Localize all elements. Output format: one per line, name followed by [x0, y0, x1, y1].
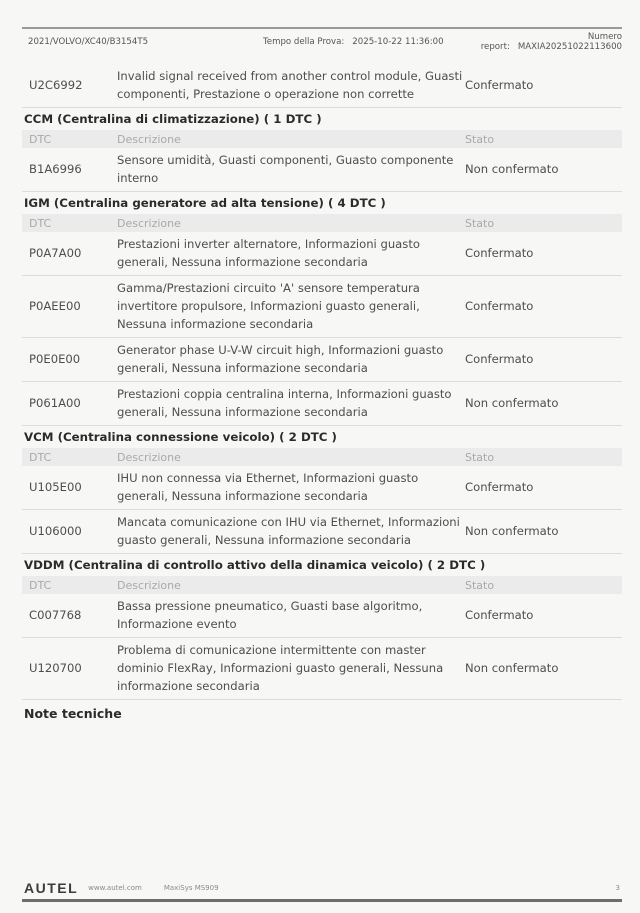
column-header-description: Descrizione: [117, 216, 181, 230]
dtc-description: Generator phase U-V-W circuit high, Informazioni guasto generali, Nessuna informazione secondaria: [117, 343, 444, 375]
column-header-description: Descrizione: [117, 132, 181, 146]
dtc-state: Confermato: [465, 246, 534, 260]
dtc-description: Sensore umidità, Guasti componenti, Guasto componente interno: [117, 153, 454, 185]
dtc-code: P0E0E00: [29, 352, 81, 366]
dtc-description: Prestazioni inverter alternatore, Informazioni guasto generali, Nessuna informazione secondaria: [117, 237, 420, 269]
report-header: [22, 27, 622, 55]
page-number: 3: [615, 884, 620, 892]
table-row: [22, 148, 622, 192]
dtc-code: P061A00: [29, 396, 81, 410]
section-title-vddm: VDDM (Centralina di controllo attivo della dinamica veicolo) ( 2 DTC ): [24, 558, 486, 572]
page-footer: [24, 878, 620, 898]
table-row: [22, 64, 622, 108]
dtc-state: Confermato: [465, 78, 534, 92]
section-title-ccm: CCM (Centralina di climatizzazione) ( 1 DTC ): [24, 112, 322, 126]
table-row: [22, 466, 622, 510]
column-header-description: Descrizione: [117, 578, 181, 592]
table-row: [22, 594, 622, 638]
table-header: [22, 130, 622, 148]
table-header: [22, 576, 622, 594]
dtc-code: U2C6992: [29, 78, 83, 92]
dtc-description: Problema di comunicazione intermittente con master dominio FlexRay, Informazioni guasto generali, Nessuna informazione secondaria: [117, 643, 444, 693]
dtc-code: U120700: [29, 661, 82, 675]
dtc-code: U106000: [29, 524, 82, 538]
dtc-description: Bassa pressione pneumatico, Guasti base algoritmo, Informazione evento: [117, 599, 423, 631]
autel-logo: AUTEL: [24, 880, 79, 896]
column-header-dtc: DTC: [29, 450, 52, 464]
dtc-state: Non confermato: [465, 524, 559, 538]
dtc-state: Confermato: [465, 608, 534, 622]
dtc-code: B1A6996: [29, 162, 82, 176]
footer-url: www.autel.com: [88, 884, 142, 892]
dtc-state: Confermato: [465, 299, 534, 313]
column-header-dtc: DTC: [29, 578, 52, 592]
column-header-state: Stato: [465, 578, 495, 592]
table-row: [22, 510, 622, 554]
dtc-description: Gamma/Prestazioni circuito 'A' sensore temperatura invertitore propulsore, Informazioni guasto generali, Nessuna informazione secondaria: [117, 281, 420, 331]
table-header: [22, 214, 622, 232]
footer-divider: [22, 899, 622, 902]
section-title-igm: IGM (Centralina generatore ad alta tensione) ( 4 DTC ): [24, 196, 386, 210]
test-time-label: Tempo della Prova:: [263, 37, 345, 47]
column-header-dtc: DTC: [29, 216, 52, 230]
test-time-value: 2025-10-22 11:36:00: [352, 37, 444, 47]
dtc-description: Invalid signal received from another control module, Guasti componenti, Prestazione o operazione non corrette: [117, 69, 463, 101]
vehicle-info: 2021/VOLVO/XC40/B3154T5: [28, 37, 149, 47]
dtc-code: U105E00: [29, 480, 82, 494]
footer-device: MaxiSys MS909: [163, 884, 219, 892]
dtc-state: Confermato: [465, 352, 534, 366]
dtc-state: Non confermato: [465, 661, 559, 675]
table-row: [22, 382, 622, 426]
table-row: [22, 638, 622, 700]
column-header-state: Stato: [465, 132, 495, 146]
dtc-state: Non confermato: [465, 162, 559, 176]
report-number-label: Numero report:: [480, 32, 622, 52]
column-header-state: Stato: [465, 450, 495, 464]
report-number: [468, 32, 622, 52]
technical-notes-title: Note tecniche: [24, 706, 122, 721]
column-header-dtc: DTC: [29, 132, 52, 146]
dtc-state: Non confermato: [465, 396, 559, 410]
dtc-code: P0AEE00: [29, 299, 81, 313]
table-row: [22, 232, 622, 276]
report-number-value: MAXIA20251022113600: [517, 42, 622, 52]
dtc-description: Prestazioni coppia centralina interna, Informazioni guasto generali, Nessuna informazione secondaria: [117, 387, 452, 419]
dtc-code: P0A7A00: [29, 246, 82, 260]
column-header-description: Descrizione: [117, 450, 181, 464]
test-time: [223, 37, 468, 47]
dtc-state: Confermato: [465, 480, 534, 494]
column-header-state: Stato: [465, 216, 495, 230]
dtc-description: Mancata comunicazione con IHU via Ethernet, Informazioni guasto generali, Nessuna informazione secondaria: [117, 515, 460, 547]
table-row: [22, 276, 622, 338]
table-row: [22, 338, 622, 382]
dtc-code: C007768: [29, 608, 82, 622]
dtc-description: IHU non connessa via Ethernet, Informazioni guasto generali, Nessuna informazione secondaria: [117, 471, 419, 503]
dtc-report-content: [22, 64, 622, 721]
section-title-vcm: VCM (Centralina connessione veicolo) ( 2 DTC ): [24, 430, 337, 444]
table-header: [22, 448, 622, 466]
